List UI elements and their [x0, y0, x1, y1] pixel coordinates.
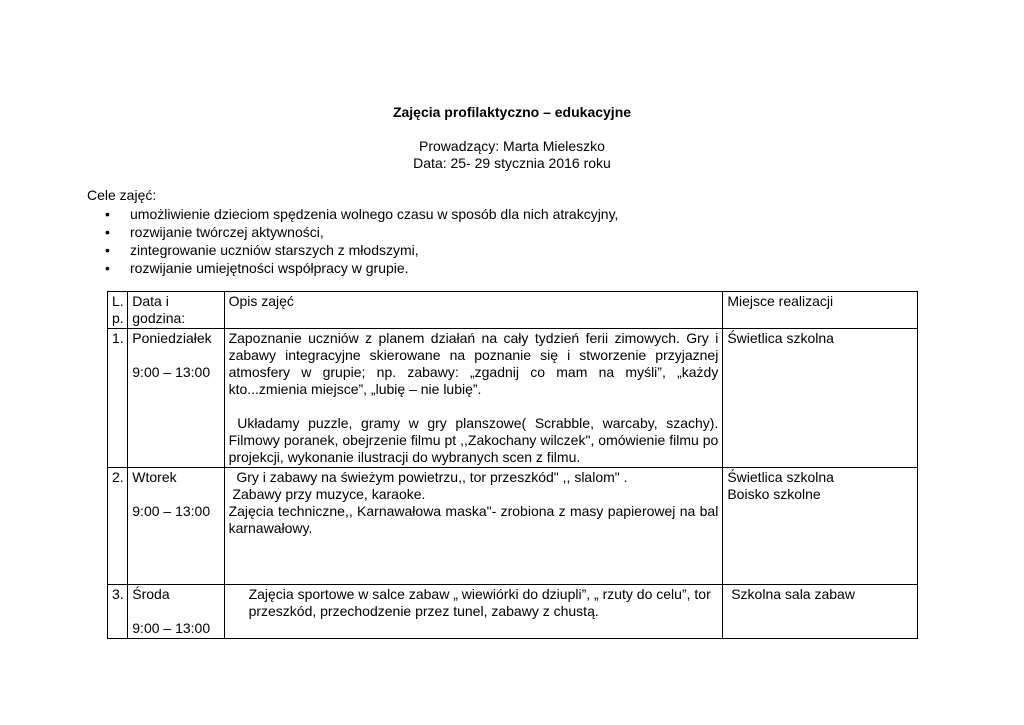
row-place-line1: Szkolna sala zabaw [727, 586, 855, 602]
table-row [108, 468, 918, 585]
row-desc [224, 468, 723, 585]
row-desc-para1: Zapoznanie uczniów z planem działań na cały tydzień ferii zimowych. Gry i zabawy integracyjne skierowane na poznanie się i stworzenie przyjaznej atmosfery w grupie; np. zabawy: „zgadnij co mam na myśli”, „każdy kto...zmienia miejsce”, „lubię – nie lubię”. [228, 330, 719, 397]
goal-text: rozwijanie umiejętności współpracy w grupie. [130, 260, 409, 276]
goal-text: rozwijanie twórczej aktywności, [130, 224, 324, 240]
row-place-line1: Świetlica szkolna [727, 330, 834, 346]
row-day: Poniedziałek [132, 330, 212, 346]
row-place-line1: Świetlica szkolna [727, 469, 834, 485]
row-date [128, 329, 224, 468]
goal-item [104, 259, 618, 277]
row-number: 3. [108, 585, 128, 639]
table-row [108, 329, 918, 468]
row-place [723, 468, 918, 585]
row-desc-line1: Gry i zabawy na świeżym powietrzu,, tor przeszkód" ,, slalom" . [228, 469, 628, 485]
header-lp-line1: L. [112, 293, 124, 309]
date-line: Data: 25- 29 stycznia 2016 roku [413, 155, 611, 171]
row-desc [224, 585, 723, 639]
row-desc-para2: Układamy puzzle, gramy w gry planszowe( Scrabble, warcaby, szachy). Filmowy poranek, obejrzenie filmu pt ,,Zakochany wilczek", omówienie filmu po projekcji, wykonanie ilustracji do wybranych scen z filmu. [228, 415, 723, 465]
goal-item [104, 205, 618, 223]
row-desc [224, 329, 723, 468]
goals-heading: Cele zajęć: [87, 187, 157, 203]
row-place [723, 329, 918, 468]
goals-list [104, 205, 618, 277]
document-title: Zajęcia profilaktyczno – edukacyjne [392, 104, 632, 120]
header-lp-line2: p. [112, 310, 124, 326]
goal-text: umożliwienie dzieciom spędzenia wolnego czasu w sposób dla nich atrakcyjny, [130, 206, 619, 222]
bullet-icon: • [105, 242, 110, 258]
schedule-table [107, 291, 918, 639]
header-date-line2: godzina: [132, 310, 186, 326]
header-place: Miejsce realizacji [723, 292, 918, 329]
table-header-row [108, 292, 918, 329]
row-place-line2: Boisko szkolne [727, 486, 821, 502]
row-time: 9:00 – 13:00 [132, 364, 211, 380]
row-day: Środa [132, 586, 170, 602]
bullet-icon: • [105, 224, 110, 240]
header-date-line1: Data i [132, 293, 169, 309]
row-number: 1. [108, 329, 128, 468]
goal-item [104, 241, 618, 259]
row-time: 9:00 – 13:00 [132, 620, 211, 636]
bullet-icon: • [105, 260, 110, 276]
row-time: 9:00 – 13:00 [132, 503, 211, 519]
leader-line: Prowadzący: Marta Mieleszko [419, 138, 605, 154]
table-row [108, 585, 918, 639]
header-lp [108, 292, 128, 329]
row-place [723, 585, 918, 639]
header-desc: Opis zajęć [224, 292, 723, 329]
header-date [128, 292, 224, 329]
row-desc-line2: Zabawy przy muzyce, karaoke. [228, 486, 426, 502]
row-desc-line3: Zajęcia techniczne,, Karnawałowa maska"- zrobiona z masy papierowej na bal karnawałowy. [228, 503, 719, 536]
row-number: 2. [108, 468, 128, 585]
row-day: Wtorek [132, 469, 177, 485]
row-date [128, 585, 224, 639]
row-desc-para1: Zajęcia sportowe w salce zabaw „ wiewiórki do dziupli”, „ rzuty do celu”, tor przeszkód, przechodzenie przez tunel, zabawy z chustą. [248, 586, 711, 619]
row-date [128, 468, 224, 585]
goal-item [104, 223, 618, 241]
bullet-icon: • [105, 206, 110, 222]
goal-text: zintegrowanie uczniów starszych z młodszymi, [130, 242, 419, 258]
